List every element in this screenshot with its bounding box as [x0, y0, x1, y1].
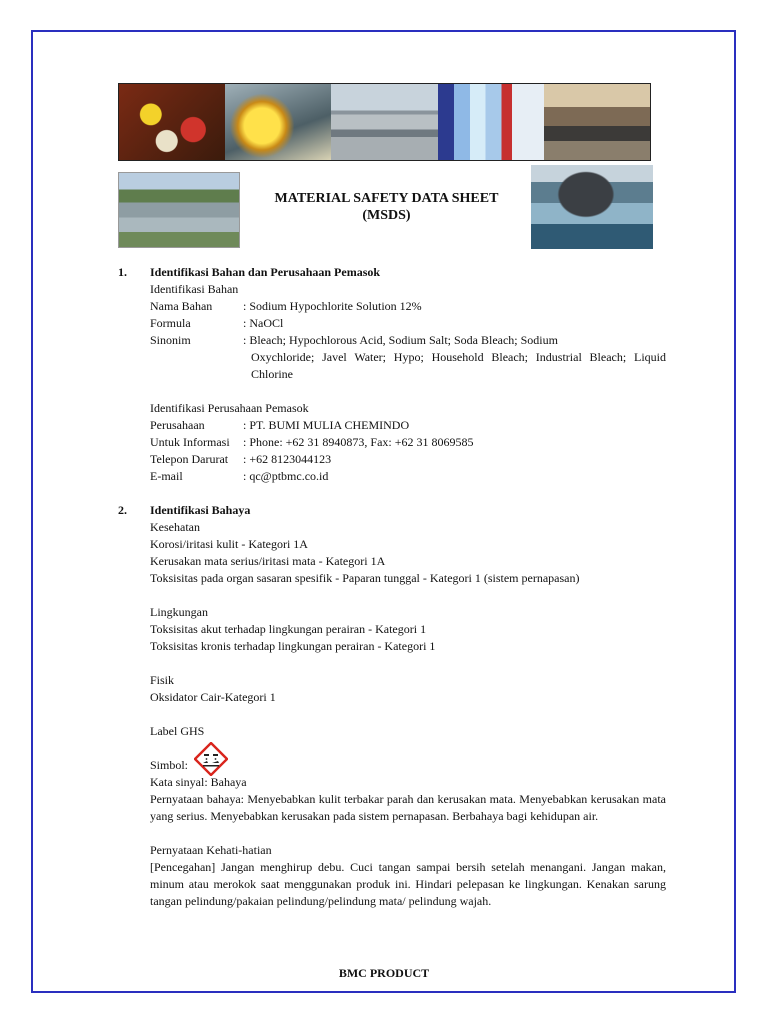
field-formula: [150, 315, 666, 332]
kata-sinyal: Kata sinyal: Bahaya: [150, 775, 247, 789]
title-line-2: (MSDS): [362, 208, 411, 223]
subheading-kehati-hatian: Pernyataan Kehati-hatian: [150, 843, 272, 857]
field-value: : +62 8123044123: [243, 452, 332, 466]
field-value-continued: Oxychloride; Javel Water; Hypo; Household Bleach; Industrial Bleach; Liquid Chlorine: [251, 350, 666, 381]
section-title: Identifikasi Bahan dan Perusahaan Pemasok: [150, 265, 381, 279]
field-label: Sinonim: [150, 333, 191, 347]
label-ghs-heading: Label GHS: [150, 724, 205, 738]
field-untuk-informasi: [150, 434, 666, 451]
field-label: E-mail: [150, 469, 183, 483]
subheading-fisik: Fisik: [150, 673, 175, 687]
document-title: [240, 190, 533, 224]
banner-tile-pills: [119, 84, 225, 160]
banner-tile-test-tubes: [438, 84, 544, 160]
section-title: Identifikasi Bahaya: [150, 503, 251, 517]
subheading-lingkungan: Lingkungan: [150, 605, 208, 619]
title-line-1: MATERIAL SAFETY DATA SHEET: [274, 191, 499, 206]
section-2: [118, 502, 666, 910]
field-label: Untuk Informasi: [150, 435, 230, 449]
header-banner-image: [118, 83, 651, 161]
section-1: [118, 264, 666, 485]
banner-tile-lab-glass: [225, 84, 331, 160]
field-label: Perusahaan: [150, 418, 205, 432]
field-label: Telepon Darurat: [150, 452, 229, 466]
hazard-item: Toksisitas pada organ sasaran spesifik - Paparan tunggal - Kategori 1 (sistem pernapasan): [150, 571, 580, 585]
hazard-item: Oksidator Cair-Kategori 1: [150, 690, 276, 704]
pernyataan-bahaya: Pernyataan bahaya: Menyebabkan kulit terbakar parah dan kerusakan mata. Menyebabkan kerusakan mata yang serius. Menyebabkan kerusakan pada sistem pernapasan. Berbahaya bagi kehidupan air.: [150, 792, 666, 823]
field-email: [150, 468, 666, 485]
hazard-item: Korosi/iritasi kulit - Kategori 1A: [150, 537, 308, 551]
field-sinonim: [150, 332, 666, 383]
section-number: 2.: [118, 503, 127, 517]
pencegahan-statement: [Pencegahan] Jangan menghirup debu. Cuci tangan sampai bersih setelah menangani. Jangan makan, minum atau merokok saat menggunakan produk ini. Hindari pelepasan ke lingkungan. Kenakan sarung tangan pelindung/pakaian pelindung/pelindung mata/ pelindung wajah.: [150, 860, 666, 908]
hazard-item: Kerusakan mata serius/iritasi mata - Kategori 1A: [150, 554, 386, 568]
banner-tile-refinery: [331, 84, 437, 160]
banner-tile-plant: [544, 84, 650, 160]
field-value: : Phone: +62 31 8940873, Fax: +62 31 8069585: [243, 435, 474, 449]
water-treatment-photo: [118, 172, 240, 248]
document-body: [118, 264, 666, 910]
field-label: Formula: [150, 316, 191, 330]
field-nama-bahan: [150, 298, 666, 315]
section-number: 1.: [118, 265, 127, 279]
footer-text: BMC PRODUCT: [338, 966, 430, 980]
simbol-row: [150, 740, 666, 774]
subheading-identifikasi-bahan: Identifikasi Bahan: [150, 282, 239, 296]
field-label: Nama Bahan: [150, 299, 213, 313]
field-telepon-darurat: [150, 451, 666, 468]
field-value: : qc@ptbmc.co.id: [243, 469, 329, 483]
field-perusahaan: [150, 417, 666, 434]
hazard-item: Toksisitas kronis terhadap lingkungan perairan - Kategori 1: [150, 639, 436, 653]
hazard-item: Toksisitas akut terhadap lingkungan perairan - Kategori 1: [150, 622, 427, 636]
field-value: : NaOCl: [243, 316, 284, 330]
water-pipe-photo: [531, 165, 653, 249]
field-value: : Sodium Hypochlorite Solution 12%: [243, 299, 422, 313]
simbol-label: Simbol:: [150, 758, 189, 772]
field-value: : PT. BUMI MULIA CHEMINDO: [243, 418, 410, 432]
field-value: : Bleach; Hypochlorous Acid, Sodium Salt; Soda Bleach; Sodium: [243, 333, 558, 347]
subheading-kesehatan: Kesehatan: [150, 520, 200, 534]
subheading-identifikasi-perusahaan: Identifikasi Perusahaan Pemasok: [150, 401, 309, 415]
corrosion-pictogram-icon: [194, 742, 228, 776]
